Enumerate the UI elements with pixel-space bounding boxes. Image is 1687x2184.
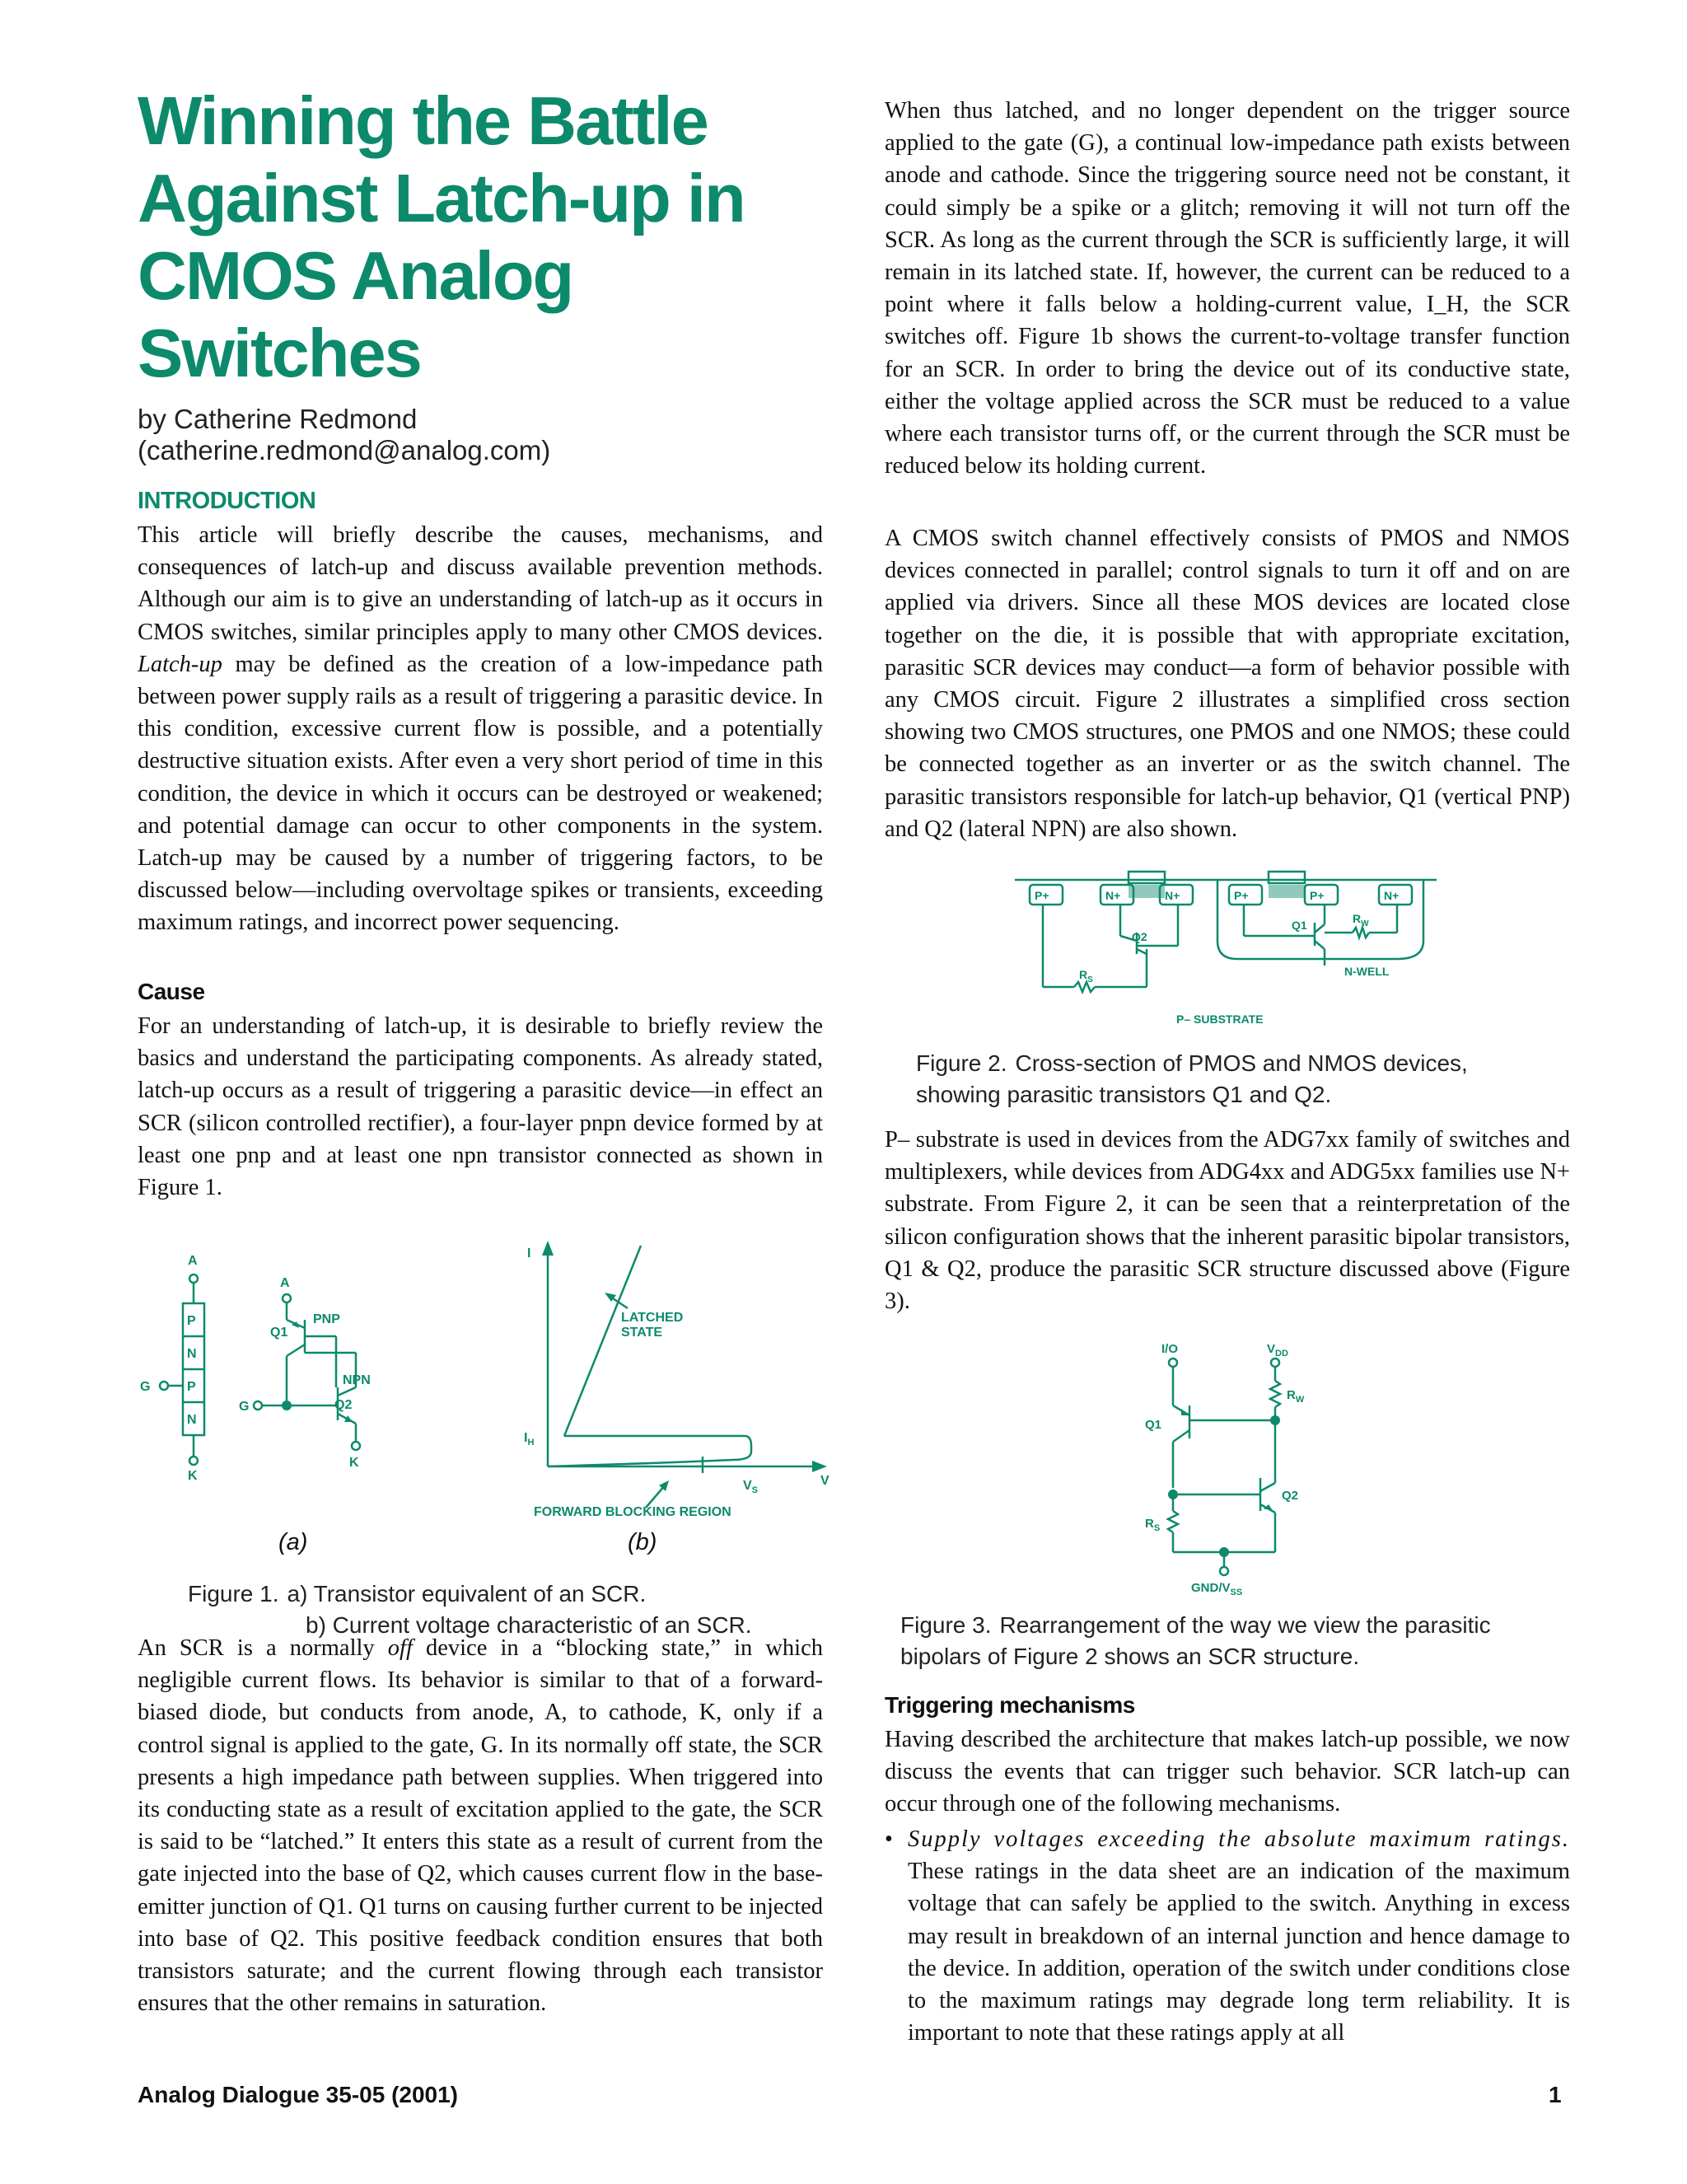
footer-page-number: 1 — [1549, 2082, 1562, 2107]
fig1a2-label-q1: Q1 — [270, 1326, 288, 1340]
fig2-top-3: N+ — [1165, 889, 1180, 902]
fig1a-layer-2: N — [187, 1347, 197, 1361]
fig3-label-rw: $R_W$ — [1287, 1388, 1305, 1405]
bullet-text: Supply voltages exceeding the absolute maximum ratings. These ratings in the data sheet are an indication of the maximum voltage that can safely be applied to the switch. Anything in excess may result in breakdown of an internal junction and hence damage to the device. In addition, operation of the switch under conditions close to the maximum ratings may degrade long term reliability. It is important to note that these ratings apply at all — [908, 1826, 1570, 2046]
fig1b-axis-v: V — [820, 1474, 829, 1488]
figure-1-diagram — [132, 1219, 840, 1549]
fig2-label-q1: Q1 — [1292, 919, 1307, 932]
fig1-sublabel-a: (a) — [278, 1529, 308, 1555]
fig3-label-vdd: $V_{DD}$ — [1267, 1342, 1288, 1359]
fig2-label-rw: $R_W$ — [1353, 912, 1369, 928]
article-title: Winning the Battle Against Latch-up in CMOS Analog Switches — [138, 82, 745, 391]
bullet-marker: • — [885, 1826, 893, 1852]
fig1b-label-ih: $I_H$ — [524, 1431, 535, 1447]
fig1b-label-vs: $V_S$ — [743, 1479, 759, 1495]
triggering-paragraph: Having described the architecture that makes latch-up possible, we now discuss the events that can trigger such behavior. SCR latch-up can occur through one of the following mechanisms. — [885, 1727, 1570, 1817]
byline — [138, 404, 829, 466]
fig2-top-5: P+ — [1310, 889, 1325, 902]
cause-paragraph: For an understanding of latch-up, it is desirable to briefly review the basics and understand the participating components. As already stated, latch-up occurs as a result of triggering a parasitic device—in effect an SCR (silicon controlled rectifier), a four-layer pnpn device formed by at least one pnp and at least one npn transistor connected as shown in Figure 1. — [138, 1013, 823, 1201]
fig1b-label-forward-blocking: FORWARD BLOCKING REGION — [534, 1505, 731, 1519]
figure-2 — [1013, 867, 1442, 1031]
fig3-label-rs: $R_S$ — [1145, 1517, 1161, 1533]
fig2-top-2: N+ — [1105, 889, 1121, 902]
fig2-top-1: P+ — [1035, 889, 1049, 902]
figure-1-caption: Figure 1. a) Transistor equivalent of an SCR. b) Current voltage characteristic of an SCR. — [188, 1581, 752, 1638]
fig1a2-label-anode: A — [280, 1276, 290, 1290]
section-heading-cause: Cause — [138, 979, 205, 1004]
fig1b-label-latched-1: LATCHED — [621, 1311, 684, 1325]
intro-paragraph: This article will briefly describe the causes, mechanisms, and consequences of latch-up and discuss available prevention methods. Although our aim is to give an understanding of latch-up as it occurs in CMOS switches, similar principles apply to many other CMOS devices. Latch-up may be defined as the creation of a low-impedance path between power supply rails as a result of triggering a parasitic device. In this condition, excessive current flow is possible, and a potentially destructive situation exists. After even a very short period of time in this condition, the device in which it occurs can be destroyed or weakened; and potential damage can occur to other components in the system. Latch-up may be caused by a number of triggering factors, to be discussed below—including overvoltage spikes or transients, exceeding maximum ratings, and incorrect power sequencing. — [138, 522, 823, 936]
author-name: by Catherine Redmond — [138, 404, 418, 434]
fig3-label-q2: Q2 — [1282, 1489, 1299, 1503]
fig1a-layer-3: P — [187, 1380, 196, 1394]
fig1a-label-cathode: K — [188, 1469, 198, 1483]
fig2-label-nwell: N-WELL — [1344, 965, 1390, 978]
fig1-sublabel-b: (b) — [628, 1529, 657, 1555]
figure-3-diagram — [1137, 1335, 1351, 1598]
section-heading-introduction: INTRODUCTION — [138, 488, 316, 514]
fig3-label-gnd: GND/$V_{SS}$ — [1191, 1581, 1243, 1597]
figure-2-caption: Figure 2. Cross-section of PMOS and NMOS devices, showing parasitic transistors Q1 and Q2. — [916, 1050, 1468, 1107]
fig2-label-psub: P– SUBSTRATE — [1176, 1012, 1264, 1026]
cmos-paragraph: A CMOS switch channel effectively consists of PMOS and NMOS devices connected in parallel; control signals to turn it off and on are applied via drivers. Since all these MOS devices are located close together on the die, it is possible that with appropriate excitation, parasitic SCR devices may conduct—a form of behavior possible with any CMOS circuit. Figure 2 illustrates a simplified cross section showing two CMOS structures, one PMOS and one NMOS; these could be connected together as an inverter or as the switch channel. The parasitic transistors responsible for latch-up behavior, Q1 (vertical PNP) and Q2 (lateral NPN) are also shown. — [885, 526, 1570, 842]
fig1b-label-latched-2: STATE — [621, 1326, 663, 1340]
fig1a-layer-4: N — [187, 1413, 197, 1427]
section-heading-triggering: Triggering mechanisms — [885, 1692, 1135, 1718]
author-email[interactable]: (catherine.redmond@analog.com) — [138, 435, 551, 465]
fig2-top-6: N+ — [1384, 889, 1400, 902]
fig3-label-io: I/O — [1161, 1342, 1179, 1356]
fig1a2-label-q2: Q2 — [334, 1398, 353, 1412]
figure-2-diagram — [1013, 867, 1442, 1031]
fig1a-label-gate: G — [140, 1380, 151, 1394]
figure-1 — [132, 1219, 840, 1549]
latched-paragraph: When thus latched, and no longer dependent on the trigger source applied to the gate (G), a continual low-impedance path exists between anode and cathode. Since the triggering source need not be constant, it could simply be a spike or a glitch; removing it will not turn off the SCR. As long as the current through the SCR is sufficiently large, it will remain in its latched state. If, however, the current can be reduced to a point where it falls below a holding-current value, I_H, the SCR switches off. Figure 1b shows the current-to-voltage transfer function for an SCR. In order to bring the device out of its conductive state, either the voltage applied across the SCR must be reduced to a value where each transistor turns off, or the current through the SCR must be reduced below its holding current. — [885, 98, 1570, 479]
fig1a2-label-npn: NPN — [343, 1373, 371, 1387]
figure-3 — [1137, 1335, 1351, 1598]
fig1a-layer-1: P — [187, 1314, 196, 1328]
fig1a2-label-gate: G — [239, 1400, 250, 1414]
fig1a2-label-pnp: PNP — [313, 1312, 340, 1326]
fig1b-axis-i: I — [527, 1246, 531, 1260]
fig3-label-q1: Q1 — [1145, 1418, 1162, 1432]
footer-publication: Analog Dialogue 35-05 (2001) — [138, 2082, 459, 2107]
fig1a2-label-cathode: K — [349, 1456, 359, 1470]
scr-paragraph: An SCR is a normally off device in a “blocking state,” in which negligible current flows. Its behavior is similar to that of a forward-biased diode, but conducts from anode, A, to cathode, K, only if a control signal is applied to the gate, G. In its normally off state, the SCR presents a high impedance path between supplies. When triggered into its conducting state as a result of excitation applied to the gate, the SCR is said to be “latched.” It enters this state as a result of current from the gate injected into the base of Q2, which causes current flow in the base-emitter junction of Q1. Q1 turns on causing further current to be injected into base of Q2. This positive feedback condition ensures that both transistors saturate; and the current flowing through each transistor ensures that the other remains in saturation. — [138, 1635, 823, 2017]
fig2-label-q2: Q2 — [1132, 930, 1147, 943]
fig1a-label-anode: A — [188, 1254, 198, 1268]
fig2-label-rs: $R_S$ — [1079, 968, 1093, 984]
fig2-top-4: P+ — [1234, 889, 1249, 902]
psubstrate-paragraph: P– substrate is used in devices from the ADG7xx family of switches and multiplexers, while devices from ADG4xx and ADG5xx families use N+ substrate. From Figure 2, it can be seen that a reinterpretation of the silicon configuration shows that the inherent parasitic bipolar transistors, Q1 & Q2, produce the parasitic SCR structure discussed above (Figure 3). — [885, 1127, 1570, 1315]
figure-3-caption: Figure 3. Rearrangement of the way we view the parasitic bipolars of Figure 2 shows an SCR structure. — [900, 1612, 1491, 1669]
